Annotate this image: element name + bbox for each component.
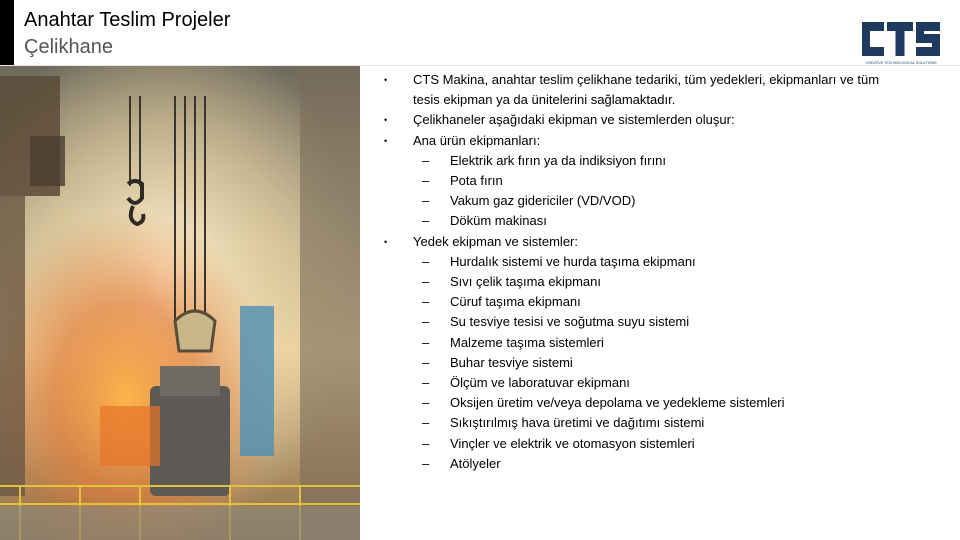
list-item: – Elektrik ark fırın ya da indiksiyon fırını bbox=[422, 152, 667, 168]
list-item: – Döküm makinası bbox=[422, 213, 547, 229]
bullet-spare-equipment: • Yedek ekipman ve sistemler: – Hurdalık sistemi ve hurda taşıma ekipmanı – Sıvı çelik taşıma ekipmanı – Cüruf taşıma ekipmanı – Su tesviye tesisi ve soğutma suyu sistemi – Malzeme taşıma sistemleri – Buhar tesviye sistemi – Ölçüm ve laboratuvar ekipmanı – Oksijen üretim ve/veya depolama ve yedekleme sistemleri – Sıkıştırılmış hava üretimi ve dağıtımı sistemi – Vinçler ve elektrik ve otomasyon sistemleri – Atölyeler bbox=[384, 232, 904, 474]
list-item: – Sıkıştırılmış hava üretimi ve dağıtımı sistemi bbox=[422, 415, 705, 431]
list-item: – Su tesviye tesisi ve soğutma suyu sistemi bbox=[422, 314, 690, 330]
steel-plant-photo bbox=[0, 66, 360, 540]
page-subtitle: Çelikhane bbox=[24, 36, 113, 58]
list-item: – Pota fırın bbox=[422, 173, 503, 189]
list-item: – Cüruf taşıma ekipmanı bbox=[422, 294, 581, 310]
list-item: – Ölçüm ve laboratuvar ekipmanı bbox=[422, 375, 630, 391]
list-item: – Hurdalık sistemi ve hurda taşıma ekipmanı bbox=[422, 253, 696, 269]
cts-logo bbox=[858, 12, 944, 68]
list-item: – Sıvı çelik taşıma ekipmanı bbox=[422, 274, 601, 290]
bullet-overview: • Çelikhaneler aşağıdaki ekipman ve sistemlerden oluşur: bbox=[384, 110, 904, 130]
list-item: – Oksijen üretim ve/veya depolama ve yedekleme sistemleri bbox=[422, 395, 785, 411]
content-list bbox=[384, 70, 904, 474]
logo-tagline: CREATIVE TECHNOLOGICAL SOLUTIONS bbox=[865, 61, 937, 65]
list-item: – Atölyeler bbox=[422, 455, 501, 471]
page-title: Anahtar Teslim Projeler bbox=[24, 9, 231, 31]
bullet-intro: • CTS Makina, anahtar teslim çelikhane tedariki, tüm yedekleri, ekipmanları ve tüm tesis ekipman ya da ünitelerini sağlamaktadır. bbox=[384, 70, 904, 110]
list-item: – Malzeme taşıma sistemleri bbox=[422, 334, 604, 350]
list-item: – Vakum gaz gidericiler (VD/VOD) bbox=[422, 193, 636, 209]
list-item: – Buhar tesviye sistemi bbox=[422, 354, 573, 370]
header-accent-bar bbox=[0, 0, 14, 66]
bullet-main-equipment: • Ana ürün ekipmanları: – Elektrik ark fırın ya da indiksiyon fırını – Pota fırın – Vakum gaz gidericiler (VD/VOD) – Döküm makinası bbox=[384, 131, 904, 232]
list-item: – Vinçler ve elektrik ve otomasyon sistemleri bbox=[422, 435, 695, 451]
